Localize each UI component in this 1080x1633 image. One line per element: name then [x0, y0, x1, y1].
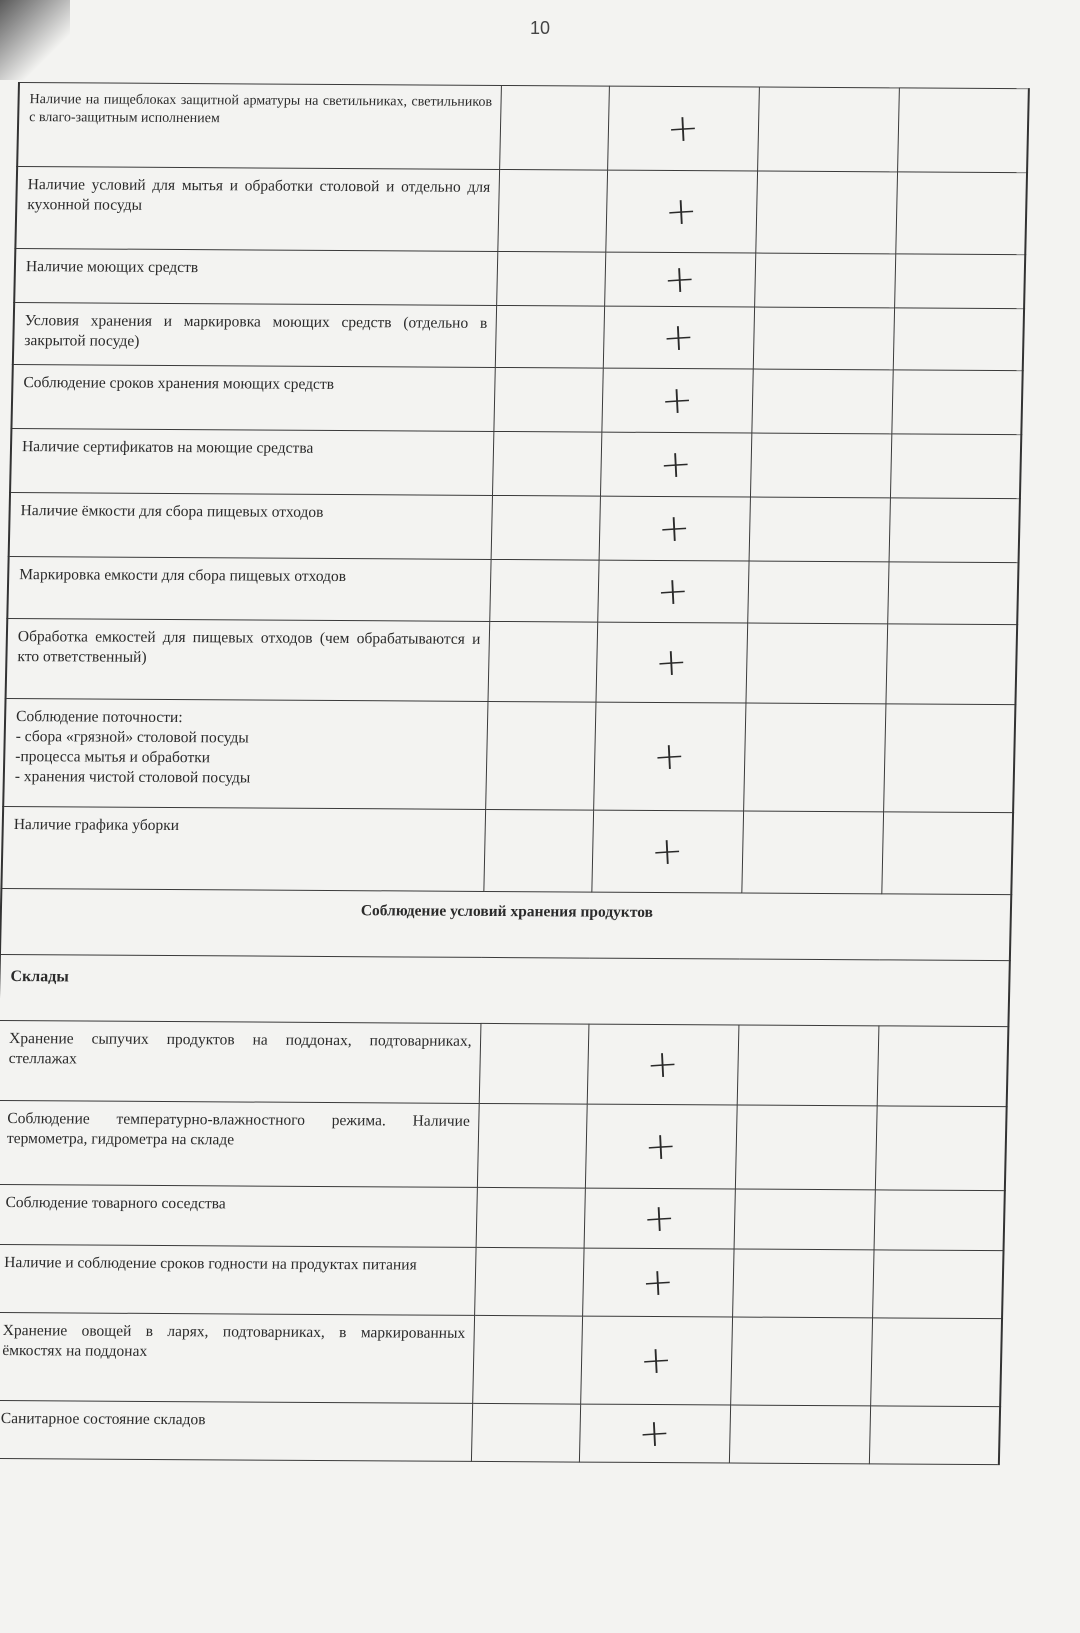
mark-cell [595, 622, 747, 703]
criterion-cell: Обработка емкостей для пищевых отходов (чем обрабатываются и кто ответственный) [6, 618, 490, 701]
subsection-title: Склады [0, 954, 1010, 1026]
criterion-cell: Наличие условий для мытья и обработки столовой и отдельно для кухонной посуды [15, 167, 499, 252]
criterion-cell: Наличие сертификатов на моющие средства [10, 428, 493, 495]
handwritten-plus-mark: + [639, 1337, 674, 1384]
mark-cell [607, 86, 759, 171]
handwritten-plus-mark: + [637, 1410, 672, 1457]
page-corner-shadow [0, 0, 70, 80]
criterion-cell: Наличие моющих средств [14, 249, 497, 306]
table-row [9, 492, 1020, 562]
table-row [13, 303, 1024, 371]
handwritten-plus-mark: + [652, 733, 687, 780]
handwritten-plus-mark: + [662, 256, 697, 303]
criterion-cell: Наличие на пищеблоках защитной арматуры на светильниках, светильников с влаго-защитным исполнением [17, 83, 501, 170]
mark-cell [605, 170, 757, 253]
mark-cell [584, 1188, 735, 1249]
mark-cell [601, 368, 752, 433]
criterion-cell: Наличие ёмкости для сбора пищевых отходов [9, 492, 492, 559]
table-row [0, 1244, 1004, 1318]
mark-cell [587, 1024, 739, 1105]
mark-cell [582, 1248, 733, 1317]
section-title: Соблюдение условий хранения продуктов [0, 888, 1011, 960]
criterion-cell: Условия хранения и маркировка моющих средств (отдельно в закрытой посуде) [13, 303, 496, 368]
handwritten-plus-mark: + [640, 1259, 675, 1306]
handwritten-plus-mark: + [643, 1123, 678, 1170]
mark-cell [604, 252, 755, 307]
criterion-cell: Наличие графика уборки [1, 806, 485, 891]
handwritten-plus-mark: + [664, 188, 699, 235]
mark-cell [591, 810, 743, 893]
handwritten-plus-mark: + [642, 1195, 677, 1242]
mark-cell [585, 1104, 737, 1189]
table-row [0, 1100, 1007, 1190]
subsection-row [0, 954, 1010, 1026]
table-row [0, 1400, 1000, 1464]
table-row [17, 83, 1029, 173]
handwritten-plus-mark: + [650, 828, 685, 875]
mark-cell [600, 432, 751, 497]
checklist-sheet [0, 82, 1028, 1465]
criterion-cell: Соблюдение температурно-влажностного режима. Наличие термометра, гидрометра на складе [0, 1100, 479, 1187]
table-row [3, 698, 1015, 812]
table-row [6, 618, 1018, 704]
page-number: 10 [529, 18, 551, 38]
handwritten-plus-mark: + [657, 505, 692, 552]
mark-cell [603, 306, 754, 369]
handwritten-plus-mark: + [666, 105, 700, 152]
criterion-cell: Соблюдение товарного соседства [0, 1184, 477, 1247]
table-row [0, 1312, 1002, 1406]
section-row [0, 888, 1011, 960]
criterion-cell: Маркировка емкости для сбора пищевых отходов [7, 556, 490, 621]
handwritten-plus-mark: + [658, 441, 693, 488]
criterion-cell: Наличие и соблюдение сроков годности на продуктах питания [0, 1244, 476, 1315]
handwritten-plus-mark: + [645, 1041, 680, 1088]
handwritten-plus-mark: + [654, 639, 689, 686]
mark-cell [580, 1316, 732, 1405]
table-row [14, 249, 1025, 309]
criterion-cell: Хранение овощей в ларях, подтоварниках, в маркированных ёмкостях на поддонах [0, 1312, 474, 1403]
mark-cell [597, 560, 748, 623]
checklist-table [0, 82, 1030, 1465]
handwritten-plus-mark: + [661, 314, 696, 361]
table-row [0, 1020, 1008, 1106]
mark-cell [593, 702, 745, 811]
table-row [15, 167, 1027, 255]
criterion-cell: Соблюдение поточности: - сбора «грязной» столовой посуды -процесса мытья и обработки - хранения чистой столовой посуды [3, 698, 487, 809]
criterion-cell: Соблюдение сроков хранения моющих средств [11, 365, 494, 432]
handwritten-plus-mark: + [660, 377, 695, 424]
criterion-cell: Санитарное состояние складов [0, 1400, 472, 1461]
table-row [0, 1184, 1005, 1250]
table-row [10, 428, 1021, 498]
table-row [1, 806, 1013, 894]
mark-cell [579, 1404, 730, 1463]
table-row [11, 365, 1022, 435]
table-row [7, 556, 1018, 624]
mark-cell [599, 496, 750, 561]
criterion-cell: Хранение сыпучих продуктов на поддонах, подтоварниках, стеллажах [0, 1020, 480, 1103]
handwritten-plus-mark: + [655, 568, 690, 615]
